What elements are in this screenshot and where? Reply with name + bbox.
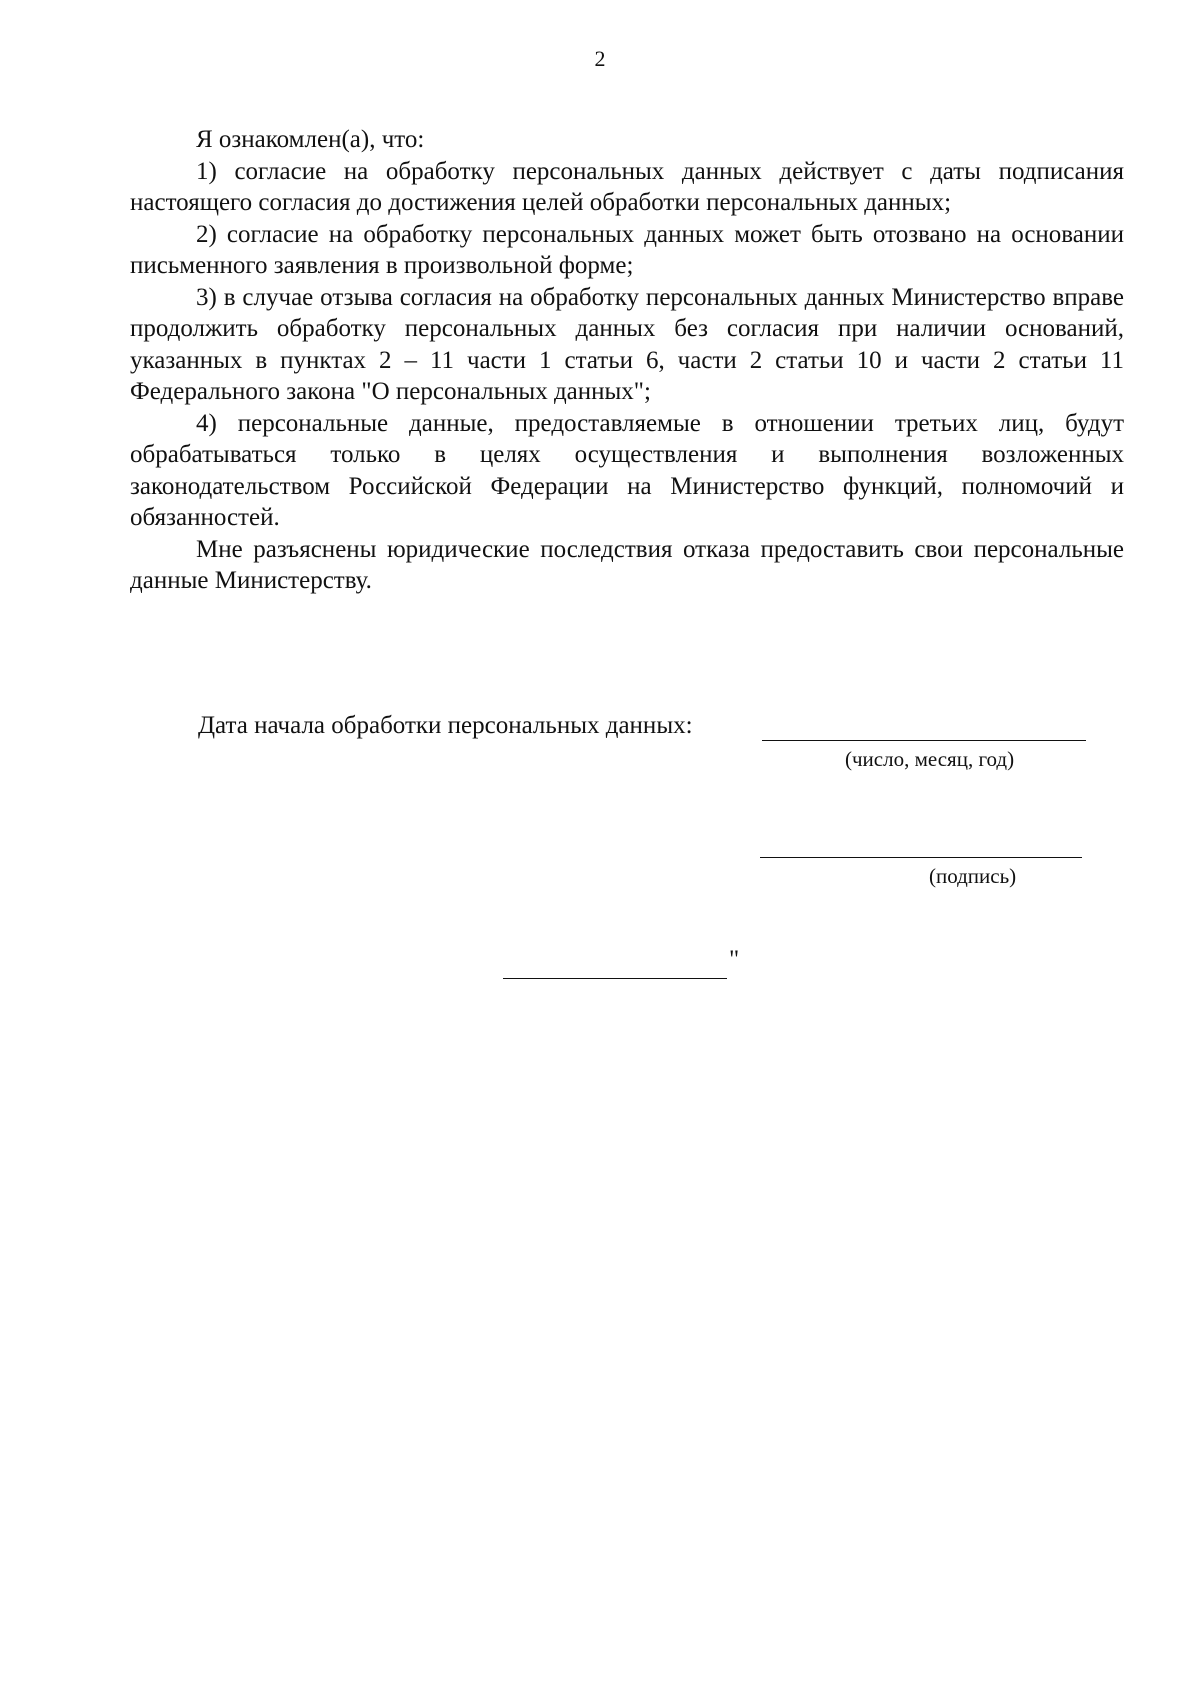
extra-blank-line xyxy=(503,978,727,979)
consent-item-3: 3) в случае отзыва согласия на обработку персональных данных Министерство вправе продолжить обработку персональных данных без согласия при наличии оснований, указанных в пунктах 2 – 11 части 1 статьи 6, части 2 статьи 10 и части 2 статьи 11 Федерального закона "О персональных данных"; xyxy=(130,283,1124,405)
date-hint: (число, месяц, год) xyxy=(845,747,1015,771)
start-date-label: Дата начала обработки персональных данных: xyxy=(198,712,693,739)
page-number: 2 xyxy=(594,46,606,71)
intro-paragraph: Я ознакомлен(а), что: xyxy=(196,126,425,153)
consent-item-1: 1) согласие на обработку персональных данных действует с даты подписания настоящего согласия до достижения целей обработки персональных данных; xyxy=(130,157,1124,216)
consent-text xyxy=(130,124,1124,597)
signature-blank xyxy=(760,857,1082,858)
quote-mark: " xyxy=(729,946,740,973)
consequences-paragraph: Мне разъяснены юридические последствия отказа предоставить свои персональные данные Министерству. xyxy=(130,535,1124,594)
signature-hint: (подпись) xyxy=(929,864,1017,888)
consent-item-4: 4) персональные данные, предоставляемые в отношении третьих лиц, будут обрабатываться только в целях осуществления и выполнения возложенных законодательством Российской Федерации на Министерство функций, полномочий и обязанностей. xyxy=(130,409,1124,531)
consent-item-2: 2) согласие на обработку персональных данных может быть отозвано на основании письменного заявления в произвольной форме; xyxy=(130,220,1124,279)
start-date-blank xyxy=(762,740,1086,741)
